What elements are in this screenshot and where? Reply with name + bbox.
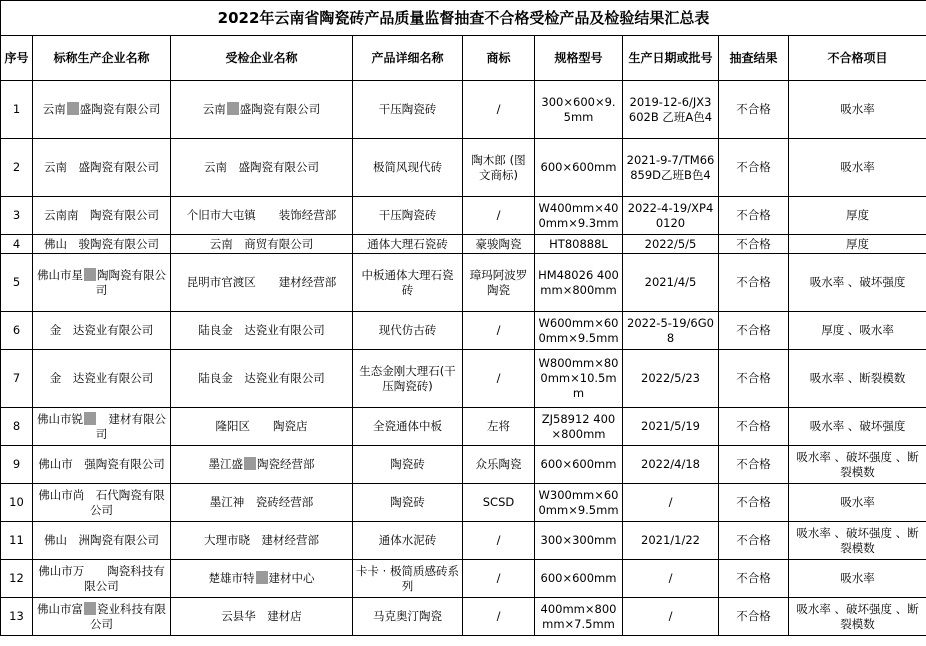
cell-failed-items: 吸水率 、破坏强度 、断裂模数 <box>789 598 926 636</box>
cell-index: 8 <box>1 408 33 446</box>
cell-result: 不合格 <box>719 312 789 350</box>
cell-trademark: 左将 <box>463 408 535 446</box>
redaction-mark <box>256 571 268 584</box>
cell-production-date: 2022-4-19/XP40120 <box>623 197 719 235</box>
cell-nominal-manufacturer: 金 达瓷业有限公司 <box>33 312 171 350</box>
cell-product-name: 现代仿古砖 <box>353 312 463 350</box>
cell-index: 2 <box>1 139 33 197</box>
cell-result: 不合格 <box>719 522 789 560</box>
cell-failed-items: 吸水率 、破坏强度 <box>789 254 926 312</box>
cell-trademark: / <box>463 560 535 598</box>
cell-nominal-manufacturer: 佛山 骏陶瓷有限公司 <box>33 235 171 254</box>
redaction-mark <box>227 102 239 115</box>
cell-specification: HM48026 400mm×800mm <box>535 254 623 312</box>
cell-production-date: 2019-12-6/JX3602B 乙班A色4 <box>623 81 719 139</box>
cell-trademark: 陶木郎 (图文商标) <box>463 139 535 197</box>
cell-inspected-enterprise: 墨江盛 陶瓷经营部 <box>171 446 353 484</box>
redaction-mark <box>67 102 79 115</box>
cell-failed-items: 吸水率 <box>789 81 926 139</box>
cell-specification: 600×600mm <box>535 560 623 598</box>
cell-nominal-manufacturer: 佛山市锐 建材有限公司 <box>33 408 171 446</box>
cell-index: 6 <box>1 312 33 350</box>
cell-result: 不合格 <box>719 197 789 235</box>
cell-inspected-enterprise: 楚雄市特 建材中心 <box>171 560 353 598</box>
cell-inspected-enterprise: 陆良金 达瓷业有限公司 <box>171 312 353 350</box>
cell-inspected-enterprise: 陆良金 达瓷业有限公司 <box>171 350 353 408</box>
cell-nominal-manufacturer: 佛山市尚 石代陶瓷有限公司 <box>33 484 171 522</box>
cell-index: 5 <box>1 254 33 312</box>
cell-result: 不合格 <box>719 139 789 197</box>
cell-inspected-enterprise: 昆明市官渡区 建材经营部 <box>171 254 353 312</box>
cell-trademark: / <box>463 522 535 560</box>
cell-trademark: / <box>463 197 535 235</box>
cell-failed-items: 吸水率 、断裂模数 <box>789 350 926 408</box>
cell-failed-items: 吸水率 <box>789 484 926 522</box>
header-trademark: 商标 <box>463 36 535 81</box>
cell-nominal-manufacturer: 佛山市万 陶瓷科技有限公司 <box>33 560 171 598</box>
cell-result: 不合格 <box>719 81 789 139</box>
header-product-name: 产品详细名称 <box>353 36 463 81</box>
header-failed-items: 不合格项目 <box>789 36 926 81</box>
cell-specification: 600×600mm <box>535 139 623 197</box>
cell-result: 不合格 <box>719 350 789 408</box>
redaction-mark <box>244 457 256 470</box>
cell-inspected-enterprise: 个旧市大屯镇 装饰经营部 <box>171 197 353 235</box>
redaction-mark <box>84 268 96 281</box>
table-body <box>1 81 926 636</box>
cell-nominal-manufacturer: 云南 盛陶瓷有限公司 <box>33 81 171 139</box>
table-row <box>1 560 926 598</box>
cell-production-date: 2022/5/23 <box>623 350 719 408</box>
cell-result: 不合格 <box>719 598 789 636</box>
cell-inspected-enterprise: 隆阳区 陶瓷店 <box>171 408 353 446</box>
cell-trademark: 众乐陶瓷 <box>463 446 535 484</box>
table-row <box>1 522 926 560</box>
cell-specification: W600mm×600mm×9.5mm <box>535 312 623 350</box>
cell-product-name: 陶瓷砖 <box>353 484 463 522</box>
cell-index: 13 <box>1 598 33 636</box>
table-row <box>1 598 926 636</box>
cell-production-date: / <box>623 598 719 636</box>
cell-specification: W800mm×800mm×10.5mm <box>535 350 623 408</box>
cell-result: 不合格 <box>719 235 789 254</box>
cell-production-date: / <box>623 560 719 598</box>
cell-trademark: 豪骏陶瓷 <box>463 235 535 254</box>
cell-index: 12 <box>1 560 33 598</box>
cell-inspected-enterprise: 大理市晓 建材经营部 <box>171 522 353 560</box>
cell-failed-items: 厚度 <box>789 197 926 235</box>
table-row <box>1 408 926 446</box>
redaction-mark <box>84 412 96 425</box>
cell-nominal-manufacturer: 佛山市星 陶陶瓷有限公司 <box>33 254 171 312</box>
cell-failed-items: 吸水率 、破坏强度 <box>789 408 926 446</box>
cell-product-name: 卡卡 · 极简质感砖系列 <box>353 560 463 598</box>
cell-nominal-manufacturer: 佛山市 强陶瓷有限公司 <box>33 446 171 484</box>
cell-specification: ZJ58912 400×800mm <box>535 408 623 446</box>
cell-nominal-manufacturer: 佛山 洲陶瓷有限公司 <box>33 522 171 560</box>
cell-specification: 300×600×9.5mm <box>535 81 623 139</box>
cell-index: 3 <box>1 197 33 235</box>
table-row <box>1 81 926 139</box>
cell-failed-items: 吸水率 、破坏强度 、断裂模数 <box>789 446 926 484</box>
cell-production-date: 2022/5/5 <box>623 235 719 254</box>
table-row <box>1 235 926 254</box>
cell-product-name: 生态金刚大理石(干压陶瓷砖) <box>353 350 463 408</box>
cell-production-date: 2022-5-19/6G08 <box>623 312 719 350</box>
cell-inspected-enterprise: 云南 盛陶瓷有限公司 <box>171 81 353 139</box>
cell-product-name: 极简风现代砖 <box>353 139 463 197</box>
header-inspected-enterprise: 受检企业名称 <box>171 36 353 81</box>
cell-result: 不合格 <box>719 254 789 312</box>
cell-trademark: SCSD <box>463 484 535 522</box>
cell-production-date: 2021/4/5 <box>623 254 719 312</box>
header-result: 抽查结果 <box>719 36 789 81</box>
cell-result: 不合格 <box>719 560 789 598</box>
cell-production-date: 2021/1/22 <box>623 522 719 560</box>
cell-failed-items: 吸水率 <box>789 560 926 598</box>
cell-failed-items: 厚度 <box>789 235 926 254</box>
table-title: 2022年云南省陶瓷砖产品质量监督抽查不合格受检产品及检验结果汇总表 <box>1 1 926 36</box>
cell-product-name: 陶瓷砖 <box>353 446 463 484</box>
cell-product-name: 中板通体大理石瓷砖 <box>353 254 463 312</box>
cell-inspected-enterprise: 墨江神 瓷砖经营部 <box>171 484 353 522</box>
cell-index: 1 <box>1 81 33 139</box>
cell-trademark: / <box>463 598 535 636</box>
redaction-mark <box>84 602 96 615</box>
cell-product-name: 通体水泥砖 <box>353 522 463 560</box>
cell-index: 10 <box>1 484 33 522</box>
table-row <box>1 197 926 235</box>
cell-nominal-manufacturer: 金 达瓷业有限公司 <box>33 350 171 408</box>
table-row <box>1 446 926 484</box>
cell-product-name: 通体大理石瓷砖 <box>353 235 463 254</box>
cell-index: 7 <box>1 350 33 408</box>
header-nominal-manufacturer: 标称生产企业名称 <box>33 36 171 81</box>
header-index: 序号 <box>1 36 33 81</box>
cell-production-date: 2021-9-7/TM66859D乙班B色4 <box>623 139 719 197</box>
cell-index: 11 <box>1 522 33 560</box>
cell-nominal-manufacturer: 云南南 陶瓷有限公司 <box>33 197 171 235</box>
cell-nominal-manufacturer: 云南 盛陶瓷有限公司 <box>33 139 171 197</box>
cell-specification: W400mm×400mm×9.3mm <box>535 197 623 235</box>
cell-result: 不合格 <box>719 446 789 484</box>
table-row <box>1 312 926 350</box>
cell-product-name: 干压陶瓷砖 <box>353 81 463 139</box>
cell-nominal-manufacturer: 佛山市富 瓷业科技有限公司 <box>33 598 171 636</box>
cell-failed-items: 厚度 、吸水率 <box>789 312 926 350</box>
header-production-date: 生产日期或批号 <box>623 36 719 81</box>
cell-result: 不合格 <box>719 408 789 446</box>
header-specification: 规格型号 <box>535 36 623 81</box>
table-row <box>1 350 926 408</box>
table-row <box>1 254 926 312</box>
cell-product-name: 干压陶瓷砖 <box>353 197 463 235</box>
cell-result: 不合格 <box>719 484 789 522</box>
cell-failed-items: 吸水率 <box>789 139 926 197</box>
cell-production-date: / <box>623 484 719 522</box>
cell-trademark: / <box>463 312 535 350</box>
cell-trademark: / <box>463 350 535 408</box>
cell-index: 9 <box>1 446 33 484</box>
cell-specification: W300mm×600mm×9.5mm <box>535 484 623 522</box>
cell-production-date: 2022/4/18 <box>623 446 719 484</box>
header-row <box>1 36 926 81</box>
cell-specification: 400mm×800mm×7.5mm <box>535 598 623 636</box>
cell-inspected-enterprise: 云县华 建材店 <box>171 598 353 636</box>
cell-product-name: 马克奥汀陶瓷 <box>353 598 463 636</box>
cell-inspected-enterprise: 云南 盛陶瓷有限公司 <box>171 139 353 197</box>
cell-specification: 300×300mm <box>535 522 623 560</box>
cell-specification: 600×600mm <box>535 446 623 484</box>
cell-inspected-enterprise: 云南 商贸有限公司 <box>171 235 353 254</box>
table-row <box>1 484 926 522</box>
cell-failed-items: 吸水率 、破坏强度 、断裂模数 <box>789 522 926 560</box>
cell-trademark: / <box>463 81 535 139</box>
cell-production-date: 2021/5/19 <box>623 408 719 446</box>
cell-specification: HT80888L <box>535 235 623 254</box>
cell-product-name: 全瓷通体中板 <box>353 408 463 446</box>
cell-trademark: 璋玛阿波罗陶瓷 <box>463 254 535 312</box>
cell-index: 4 <box>1 235 33 254</box>
table-row <box>1 139 926 197</box>
